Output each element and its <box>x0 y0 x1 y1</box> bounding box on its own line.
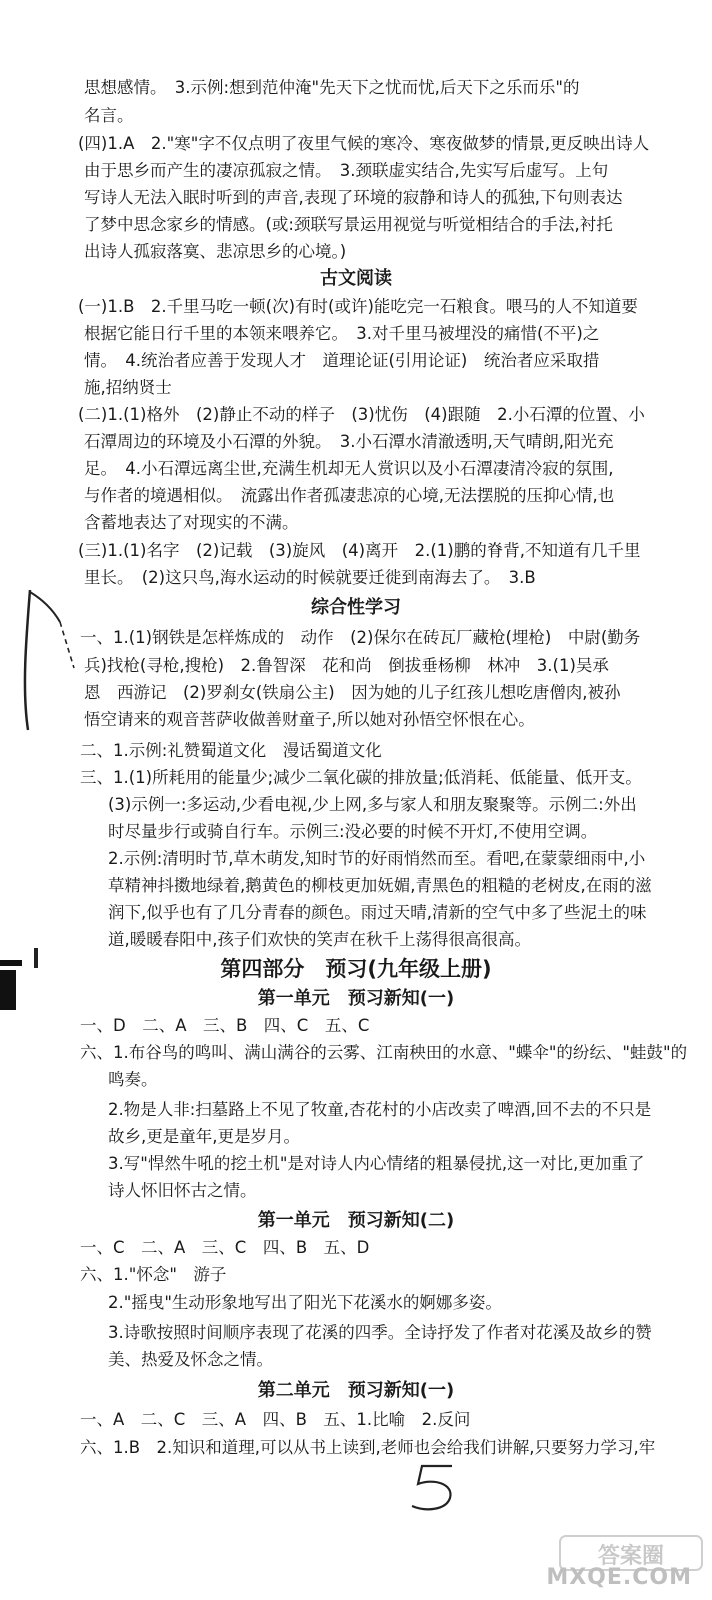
handwritten-page-number <box>400 1458 470 1518</box>
watermark-title: 答案圈 <box>597 1544 664 1569</box>
text-line: 一、D 二、A 三、B 四、C 五、C <box>80 1016 370 1035</box>
text-line: 足。 4.小石潭远离尘世,充满生机却无人赏识以及小石潭凄清冷寂的氛围, <box>84 459 614 478</box>
watermark-logo <box>546 1534 706 1596</box>
text-line: (一)1.B 2.千里马吃一顿(次)有时(或许)能吃完一石粮食。喂马的人不知道要 <box>78 297 638 316</box>
text-line: 六、1.B 2.知识和道理,可以从书上读到,老师也会给我们讲解,只要努力学习,牢 <box>80 1438 656 1457</box>
handwritten-bracket-mark <box>0 580 90 740</box>
text-line: 2."摇曳"生动形象地写出了阳光下花溪水的婀娜多姿。 <box>108 1293 502 1312</box>
part-four-heading: 第四部分 预习(九年级上册) <box>220 957 492 981</box>
text-line: 2.示例:清明时节,草木萌发,知时节的好雨悄然而至。看吧,在蒙蒙细雨中,小 <box>108 849 646 868</box>
text-line: 名言。 <box>84 106 134 125</box>
text-line: 鸣奏。 <box>108 1070 158 1089</box>
text-line: 二、1.示例:礼赞蜀道文化 漫话蜀道文化 <box>80 741 382 760</box>
text-line: 出诗人孤寂落寞、悲凉思乡的心境。) <box>84 242 347 261</box>
section-heading-classical-reading: 古文阅读 <box>320 268 392 289</box>
section-heading-comprehensive-learning: 综合性学习 <box>311 597 401 618</box>
text-line: 润下,似乎也有了几分青春的颜色。雨过天晴,清新的空气中多了些泥土的味 <box>108 903 647 922</box>
text-line: 里长。 (2)这只鸟,海水运动的时候就要迁徙到南海去了。 3.B <box>84 568 536 587</box>
text-line: 2.物是人非:扫墓路上不见了牧童,杏花村的小店改卖了啤酒,回不去的不只是 <box>108 1100 652 1119</box>
unit-heading: 第一单元 预习新知(一) <box>257 988 455 1009</box>
text-line: (二)1.(1)格外 (2)静止不动的样子 (3)忧伤 (4)跟随 2.小石潭的位置、小 <box>78 405 645 424</box>
text-line: 思想感情。 3.示例:想到范仲淹"先天下之忧而忧,后天下之乐而乐"的 <box>84 78 580 97</box>
text-line: 兵)找枪(寻枪,搜枪) 2.鲁智深 花和尚 倒拔垂杨柳 林冲 3.(1)吴承 <box>84 656 609 675</box>
text-line: 情。 4.统治者应善于发现人才 道理论证(引用论证) 统治者应采取措 <box>84 351 600 370</box>
text-line: 写诗人无法入眠时听到的声音,表现了环境的寂静和诗人的孤独,下句则表达 <box>84 188 623 207</box>
text-line: 一、1.(1)钢铁是怎样炼成的 动作 (2)保尔在砖瓦厂藏枪(埋枪) 中尉(勤务 <box>80 628 641 647</box>
margin-ink-block <box>0 940 44 1020</box>
watermark-domain: MXQE.COM <box>546 1565 692 1590</box>
text-line: 故乡,更是童年,更是岁月。 <box>108 1127 300 1146</box>
text-line: 施,招纳贤士 <box>84 378 172 397</box>
text-line: 与作者的境遇相似。 流露出作者孤凄悲凉的心境,无法摆脱的压抑心情,也 <box>84 486 615 505</box>
text-line: 3.写"悍然牛吼的挖土机"是对诗人内心情绪的粗暴侵扰,这一对比,更加重了 <box>108 1154 645 1173</box>
text-line: 石潭周边的环境及小石潭的外貌。 3.小石潭水清澈透明,天气晴朗,阳光充 <box>84 432 614 451</box>
unit-heading: 第一单元 预习新知(二) <box>257 1210 455 1231</box>
text-line: 道,暖暖春阳中,孩子们欢快的笑声在秋千上荡得很高很高。 <box>108 930 531 949</box>
text-line: 美、热爱及怀念之情。 <box>108 1350 273 1369</box>
text-line: (3)示例一:多运动,少看电视,少上网,多与家人和朋友聚聚等。示例二:外出 <box>108 795 637 814</box>
text-line: 根据它能日行千里的本领来喂养它。 3.对千里马被埋没的痛惜(不平)之 <box>84 324 600 343</box>
text-line: 时尽量步行或骑自行车。示例三:没必要的时候不开灯,不使用空调。 <box>108 822 598 841</box>
text-line: 含蓄地表达了对现实的不满。 <box>84 513 299 532</box>
text-line: 由于思乡而产生的凄凉孤寂之情。 3.颈联虚实结合,先实写后虚写。上句 <box>84 161 609 180</box>
text-line: 草精神抖擞地绿着,鹅黄色的柳枝更加妩媚,青黑色的粗糙的老树皮,在雨的滋 <box>108 876 652 895</box>
text-line: 一、A 二、C 三、A 四、B 五、1.比喻 2.反问 <box>80 1410 471 1429</box>
text-line: (三)1.(1)名字 (2)记载 (3)旋风 (4)离开 2.(1)鹏的脊背,不知道有几千里 <box>78 541 641 560</box>
text-line: 六、1.布谷鸟的鸣叫、满山满谷的云雾、江南秧田的水意、"蝶伞"的纷纭、"蛙鼓"的 <box>80 1043 688 1062</box>
unit-heading: 第二单元 预习新知(一) <box>257 1380 455 1401</box>
text-line: 一、C 二、A 三、C 四、B 五、D <box>80 1238 370 1257</box>
text-line: 悟空请来的观音菩萨收做善财童子,所以她对孙悟空怀恨在心。 <box>84 710 535 729</box>
text-line: 了梦中思念家乡的情感。(或:颈联写景运用视觉与听觉相结合的手法,衬托 <box>84 215 613 234</box>
text-line: 三、1.(1)所耗用的能量少;减少二氧化碳的排放量;低消耗、低能量、低开支。 <box>80 768 642 787</box>
text-line: 3.诗歌按照时间顺序表现了花溪的四季。全诗抒发了作者对花溪及故乡的赞 <box>108 1323 652 1342</box>
text-line: 恩 西游记 (2)罗刹女(铁扇公主) 因为她的儿子红孩儿想吃唐僧肉,被孙 <box>84 683 621 702</box>
text-line: (四)1.A 2."寒"字不仅点明了夜里气候的寒冷、寒夜做梦的情景,更反映出诗人 <box>78 134 650 153</box>
text-line: 六、1."怀念" 游子 <box>80 1265 227 1284</box>
text-line: 诗人怀旧怀古之情。 <box>108 1181 257 1200</box>
